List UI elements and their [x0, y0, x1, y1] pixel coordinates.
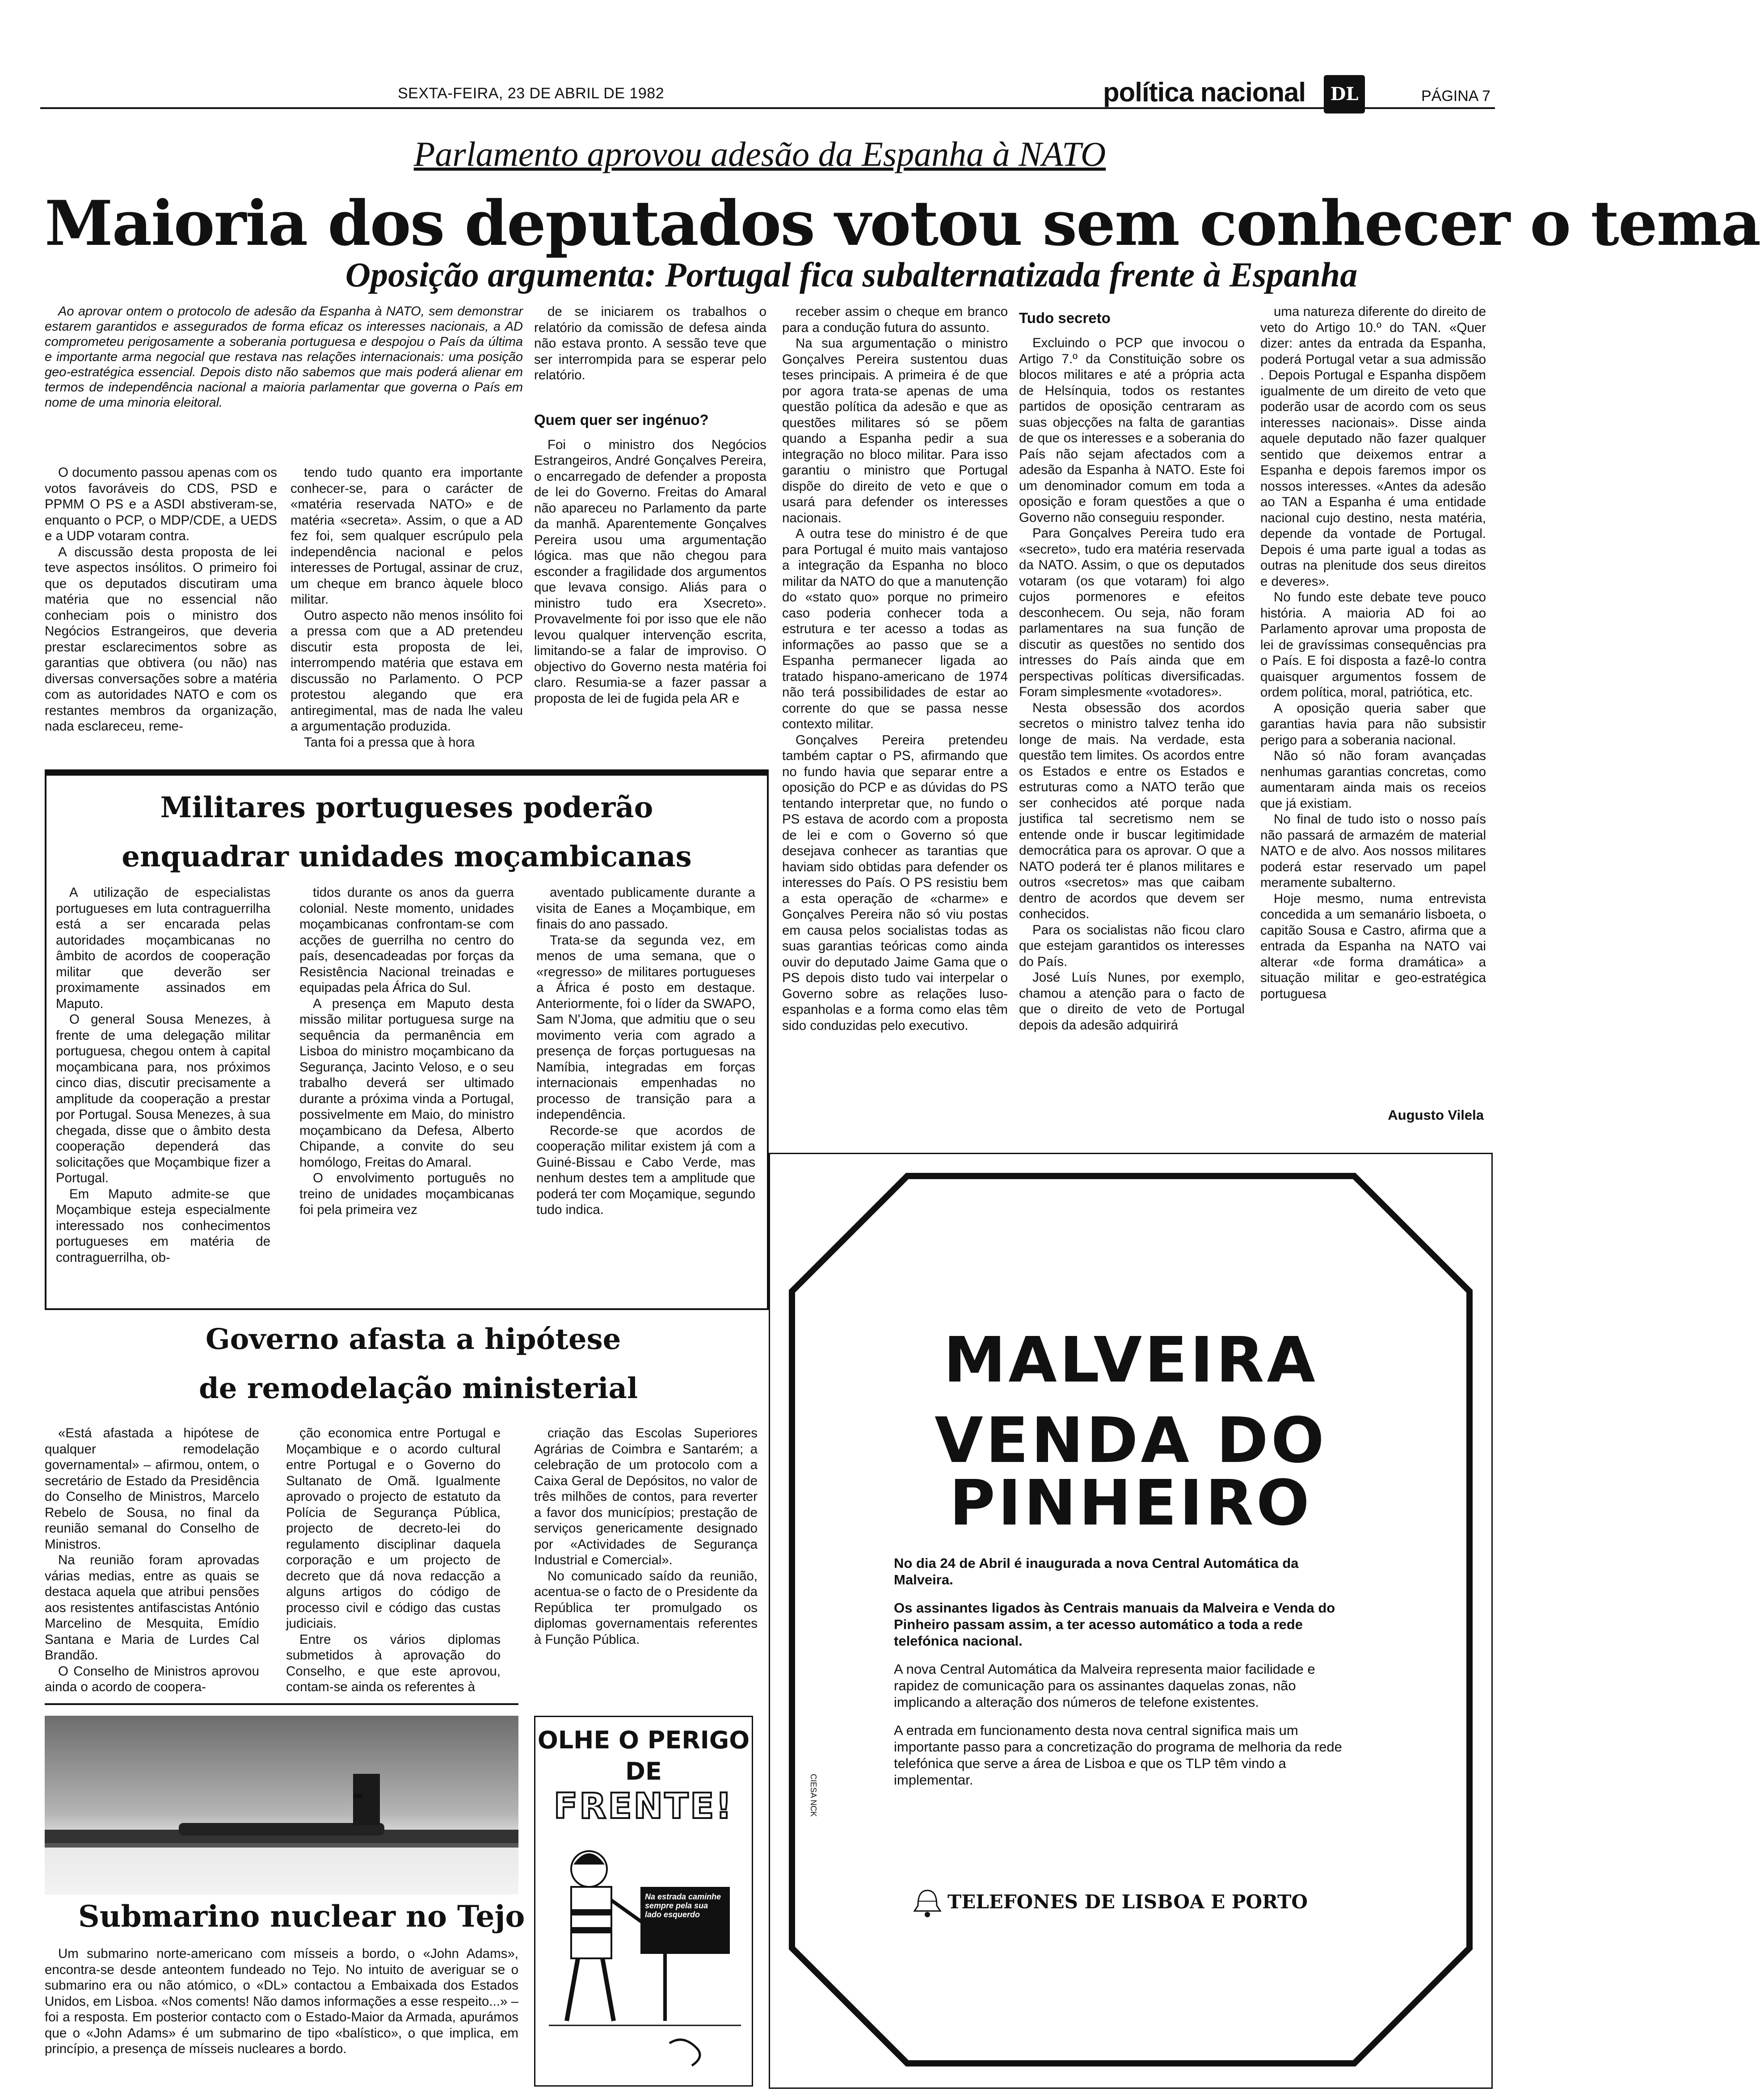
dl-logo-text: DL [1330, 84, 1359, 105]
main-col-4 [782, 304, 1008, 1121]
paragraph: Em Maputo admite-se que Moçambique esteja especialmente interessado nos conhecimentos portugueses em matéria de contraguerrilha, ob- [56, 1186, 270, 1265]
militares-col-1 [56, 885, 270, 1296]
page-number: PÁGINA 7 [1421, 88, 1491, 105]
subheading: Quem quer ser ingénuo? [534, 411, 709, 428]
paragraph: Outro aspecto não menos insólito foi a pressa com que a AD pretendeu discutir esta proposta de lei, interrompendo matéria que estava em discussão no Parlamento. O PCP protestou alegando que era antiregimental, mas de nada lhe valeu a argumentação produzida. [291, 608, 523, 734]
main-col-3 [534, 304, 766, 769]
main-headline: Maioria dos deputados votou sem conhecer o tema [45, 187, 1760, 260]
cartoon-title-1: OLHE O PERIGO [537, 1726, 750, 1754]
cartoon-sign-text: Na estrada caminhe sempre pela sua lado esquerdo [645, 1892, 721, 1919]
header-date: SEXTA-FEIRA, 23 DE ABRIL DE 1982 [398, 85, 665, 102]
governo-bottom-rule [45, 1703, 518, 1705]
cartoon-title-3: FRENTE! [554, 1786, 733, 1827]
submarine-photo [45, 1716, 518, 1894]
ad-title-2: VENDA DO [935, 1404, 1327, 1477]
main-lead [45, 304, 523, 460]
paragraph: receber assim o cheque em branco para a condução futura do assunto. [782, 304, 1008, 335]
kicker: Parlamento aprovou adesão da Espanha à NATO [413, 134, 1106, 173]
paragraph: A oposição queria saber que garantias havia para não subsistir perigo para a soberania nacional. [1260, 701, 1486, 748]
submarino-body [45, 1946, 518, 2093]
ad-paragraph-4: A entrada em funcionamento desta nova central significa mais um importante passo para a concretização do programa de melhoria da rede telefónica que serve a área de Lisboa e que os TLP têm vindo a implementar. [894, 1722, 1342, 1788]
paragraph: Trata-se da segunda vez, em menos de uma semana, que o «regresso» de militares portugueses a África é posto em destaque. Anteriormente, foi o líder da SWAPO, Sam N'Joma, que admitiu que o seu movimento veria com agrado a presença de forças portuguesas na Namíbia, integradas em forças internacionais empenhadas no processo de transição para a independência. [536, 932, 755, 1122]
paragraph: Recorde-se que acordos de cooperação militar existem já com a Guiné-Bissau e Cabo Verde, mas nenhum destes tem a amplitude que poderá ter com Moçamique, segundo tudo indica. [536, 1123, 755, 1217]
main-col-1 [45, 465, 277, 769]
paragraph: aventado publicamente durante a visita de Eanes a Moçambique, em finais do ano passado. [536, 885, 755, 932]
paragraph: «Está afastada a hipótese de qualquer remodelação governamental» – afirmou, ontem, o secretário de Estado da Presidência do Conselho de Ministros, Marcelo Rebelo de Sousa, no final da reunião semanal do Conselho de Ministros. [45, 1426, 259, 1552]
submarine-icon [45, 1716, 518, 1894]
governo-col-1 [45, 1425, 259, 1698]
main-col-6 [1260, 304, 1486, 1104]
paragraph: A discussão desta proposta de lei teve aspectos insólitos. O primeiro foi que os deputados discutiram uma matéria que no essencial não conheciam pois o ministro dos Negócios Estrangeiros, que deveria prestar esclarecimentos sobre as garantias que obtivera (ou não) nas diversas conversações sobre a matéria com as autoridades NATO e com os restantes membros da organização, nada esclareceu, reme- [45, 544, 277, 734]
paragraph: No final de tudo isto o nosso país não passará de armazém de material NATO e de alvo. Aos nossos militares poderá estar reservado um papel meramente subalterno. [1260, 812, 1486, 890]
paragraph: A presença em Maputo desta missão militar portuguesa surge na sequência da permanência em Lisboa do ministro moçambicano da Segurança, Jacinto Veloso, e o seu trabalho deverá ser ultimado durante a próxima vinda a Portugal, possivelmente em Maio, do ministro moçambicano da Defesa, Alberto Chipande, a convite do seu homólogo, Freitas do Amaral. [299, 996, 514, 1170]
paragraph: O general Sousa Menezes, à frente de uma delegação militar portuguesa, chegou ontem à capital moçambicana para, nos próximos cinco dias, discutir precisamente a amplitude da cooperação a prestar por Portugal. Sousa Menezes, à sua chegada, disse que o âmbito desta cooperação dependerá das solicitações que Moçambique fizer a Portugal. [56, 1012, 270, 1185]
ad-title-3: PINHEIRO [949, 1467, 1312, 1540]
pedestrian-cartoon-icon [535, 1833, 752, 2083]
paragraph: Tanta foi a pressa que à hora [304, 735, 475, 750]
ad-bell-icon [912, 1888, 943, 1921]
paragraph: Nesta obsessão dos acordos secretos o ministro talvez tenha ido longe de mais. Na verdade, esta questão tem limites. Os acordos entre os Estados e entre os Estados e estruturas como a NATO terão que ser conhecidos até porque nada justifica tal secretismo nem se entende onde ir buscar legitimidade democrática para os aprovar. O que a NATO poderá ter é planos militares e outros «secretos» mas que caibam dentro de acordos que devem ser conhecidos. [1019, 700, 1245, 921]
paragraph: criação das Escolas Superiores Agrárias de Coimbra e Santarém; a celebração de um protocolo com a Caixa Geral de Depósitos, no valor de três milhões de contos, para reverter a favor dos municípios; prestação de serviços genericamente designado por «Actividades de Segurança Industrial e Comercial». [534, 1426, 758, 1567]
paragraph: Na sua argumentação o ministro Gonçalves Pereira sustentou duas teses principais. A primeira é de que por agora trata-se apenas de uma questão política da adesão e que as questões militares só se põem quando a Espanha pedir a sua integração no bloco militar. Para isso garantiu o ministro que Portugal dispõe do direito de veto e que o usará para defender os interesses nacionais. [782, 336, 1008, 525]
byline: Augusto Vilela [1388, 1107, 1484, 1123]
militares-headline-1: Militares portugueses poderão [160, 791, 653, 824]
lead-paragraph: Ao aprovar ontem o protocolo de adesão da Espanha à NATO, sem demonstrar estarem garantidos e assegurados de forma eficaz os interesses nacionais, a AD comprometeu perigosamente a soberania portuguesa e despojou o País da última e importante arma negocial que restava nas relações internacionais: uma posição geo-estratégica essencial. Depois disto não sabemos que mais poderá alienar em termos de independência nacional a maioria parlamentar que governa o País em nome de uma minoria eleitoral. [45, 304, 523, 410]
paragraph: O envolvimento português no treino de unidades moçambicanas foi pela primeira vez [299, 1171, 514, 1217]
subheading: Tudo secreto [1019, 310, 1111, 326]
main-col-5 [1019, 308, 1245, 1121]
ad-body [894, 1555, 1354, 1788]
ad-paragraph-3: A nova Central Automática da Malveira representa maior facilidade e rapidez de comunicação para os assinantes daquelas zonas, não implicando a alteração dos números de telefone existentes. [894, 1661, 1315, 1710]
paragraph: No comunicado saído da reunião, acentua-se o facto de o Presidente da República ter promulgado os diplomas governamentais referentes à Função Pública. [534, 1568, 758, 1647]
paragraph: A outra tese do ministro é de que para Portugal é muito mais vantajoso a integração da Espanha no bloco militar da NATO do que a manutenção do «stato quo» porque no primeiro caso poderia conhecer toda a estrutura e ter acesso a todas as informações ao passo que se a Espanha permanecer ligada ao tratado hispano-americano de 1974 não terá possibilidades de estar ao corrente do que se passa nesse contexto militar. [782, 526, 1008, 731]
paragraph: tidos durante os anos da guerra colonial. Neste momento, unidades moçambicanas confrontam-se com acções de guerrilha no centro do país, desencadeadas por forças da Resistência Nacional treinadas e equipadas pela África do Sul. [299, 885, 514, 995]
paragraph: ção economica entre Portugal e Moçambique e o acordo cultural entre Portugal e o Governo do Sultanato de Omã. Igualmente aprovado o projecto de estatuto da Polícia de Segurança Pública, projecto de decreto-lei do regulamento disciplinar daquela corporação e um projecto de decreto que dá nova redacção a alguns artigos do código de processo civil e código das custas judiciais. [286, 1426, 501, 1631]
submarino-headline: Submarino nuclear no Tejo [78, 1899, 525, 1934]
ad-paragraph-2: Os assinantes ligados às Centrais manuais da Malveira e Venda do Pinheiro passam assim, a ter acesso automático a toda a rede telefónica nacional. [894, 1600, 1335, 1649]
militares-col-3 [536, 885, 755, 1296]
paragraph: José Luís Nunes, por exemplo, chamou a atenção para o facto de que o direito de veto de Portugal depois da adesão adquirirá [1019, 970, 1245, 1033]
ad-title-1: MALVEIRA [943, 1324, 1318, 1397]
paragraph: Entre os vários diplomas submetidos à aprovação do Conselho, e que este aprovou, contam-se ainda os referentes à [286, 1632, 501, 1694]
ad-paragraph-1: No dia 24 de Abril é inaugurada a nova Central Automática da Malveira. [894, 1555, 1299, 1588]
paragraph: uma natureza diferente do direito de veto do Artigo 10.º do TAN. «Quer dizer: antes da entrada da Espanha, poderá Portugal vetar a sua admissão . Depois Portugal e Espanha dispõem igualmente de um direito de veto que poderão usar de acordo com os seus interesses nacionais». Disse ainda aquele deputado não fazer qualquer sentido que deixemos entrar a Espanha e depois faremos impor os nossos interesses. «Antes da adesão ao TAN a Espanha é uma entidade nacional cujo destino, nesta matéria, depende da vontade de Portugal. Depois é uma parte igual a todas as outras na plenitude dos seus direitos e deveres». [1260, 304, 1486, 589]
paragraph: de se iniciarem os trabalhos o relatório da comissão de defesa ainda não estava pronto. A sessão teve que ser interrompida para se esperar pelo relatório. [534, 304, 766, 382]
paragraph: Excluindo o PCP que invocou o Artigo 7.º da Constituição sobre os blocos militares e até a própria acta de Helsínquia, todos os restantes partidos de oposição centraram as suas objecções na falta de garantias de que os interesses e a soberania do País não sejam afectados com a adesão da Espanha à NATO. Este foi um denominador comum em toda a oposição e foram questões a que o Governo não conseguiu responder. [1019, 336, 1245, 525]
ad-brand: TELEFONES DE LISBOA E PORTO [947, 1891, 1308, 1913]
paragraph: Gonçalves Pereira pretendeu também captar o PS, afirmando que no fundo havia que separar entre a oposição do PCP e as dúvidas do PS tentando interpretar que, no fundo o PS estava de acordo com a proposta de lei e com o Governo só que desejava conhecer as tarantias que haviam sido obtidas para defender os interesses do País. O PS resistiu bem a esta operação de «charme» e Gonçalves Pereira não só viu postas em causa pelos socialistas todas as suas garantias teóricas como ainda ouvir do deputado Jaime Gama que o PS depois disto tudo vai interpelar o Governo sobre as relações luso-espanholas e a forma como elas têm sido conduzidas pelo executivo. [782, 732, 1008, 1033]
paragraph: Na reunião foram aprovadas várias medias, entre as quais se destaca aquela que atribui pensões aos resistentes antifascistas António Marcelino de Mesquita, Emídio Santana e Maria de Lurdes Cal Brandão. [45, 1553, 259, 1663]
main-col-2 [291, 465, 523, 769]
cartoon-title-2: DE [625, 1757, 662, 1785]
paragraph: Hoje mesmo, numa entrevista concedida a um semanário lisboeta, o capitão Sousa e Castro, afirma que a entrada da Espanha na NATO vai alterar «de forma dramática» a situação militar e geo-estratégica portuguesa [1260, 891, 1486, 1001]
governo-headline-1: Governo afasta a hipótese [206, 1323, 621, 1356]
ad-agency: CIESA NCK [809, 1774, 818, 1817]
governo-col-3 [534, 1425, 758, 1698]
militares-col-2 [299, 885, 514, 1296]
header-rule [40, 107, 1495, 109]
paragraph: No fundo este debate teve pouco história. A maioria AD foi ao Parlamento aprovar uma proposta de lei de gravíssimas consequências pra o País. E foi disposta a fazê-lo contra quaisquer argumentos fossem de ordem política, moral, patriótica, etc. [1260, 590, 1486, 700]
paragraph: O Conselho de Ministros aprovou ainda o acordo de coopera- [45, 1663, 259, 1694]
governo-headline-2: de remodelação ministerial [199, 1372, 638, 1405]
subhead: Oposição argumenta: Portugal fica subalternatizada frente à Espanha [345, 255, 1358, 294]
militares-headline-2: enquadrar unidades moçambicanas [122, 840, 692, 874]
section-title: política nacional [1103, 77, 1306, 107]
paragraph: tendo tudo quanto era importante conhecer-se, para o carácter de «matéria reservada NATO» e de matéria «secreta». Assim, o que a AD fez foi, sem qualquer escrúpulo pela independência nacional e pelos interesses de Portugal, assinar de cruz, um cheque em branco àquele bloco militar. [291, 465, 523, 607]
paragraph: O documento passou apenas com os votos favoráveis do CDS, PSD e PPMM O PS e a ASDI abstiveram-se, enquanto o PCP, o MDP/CDE, a UEDS e a UDP votaram contra. [45, 465, 277, 543]
paragraph: Para os socialistas não ficou claro que estejam garantidos os interesses do País. [1019, 922, 1245, 969]
governo-col-2 [286, 1425, 501, 1698]
paragraph: Não só não foram avançadas nenhumas garantias concretas, como aumentaram ainda mais os receios que já existiam. [1260, 748, 1486, 811]
paragraph: Um submarino norte-americano com mísseis a bordo, o «John Adams», encontra-se desde anteontem fundeado no Tejo. No intuito de averiguar se o submarino era ou não atómico, o «DL» contactou a Embaixada dos Estados Unidos, em Lisboa. «Nos coments! Não damos informações a esse respeito...» – foi a resposta. Em posterior contacto com o Estado-Maior da Armada, apurámos que o «John Adams» é um submarino de tipo «balístico», o que implica, em princípio, a presença de mísseis nucleares a bordo. [45, 1946, 518, 2056]
cartoon-box [534, 1716, 753, 2087]
paragraph: Foi o ministro dos Negócios Estrangeiros, André Gonçalves Pereira, o encarregado de defender a proposta de lei do Governo. Freitas do Amaral não apareceu no Parlamento da parte da manhã. Aparentemente Gonçalves Pereira usou uma argumentação lógica. mas que não chegou para esconder a fragilidade dos argumentos que levava consigo. Aliás para o ministro tudo era Xsecreto». Provavelmente foi por isso que ele não levou qualquer intervenção escrita, limitando-se a falar de improviso. O objectivo do Governo nesta matéria foi claro. Resumia-se a fazer passar a proposta de lei de fugida pela AR e [534, 437, 766, 706]
paragraph: A utilização de especialistas portugueses em luta contraguerrilha está a ser encarada pelas autoridades moçambicanas no âmbito de acordos de cooperação militar que deverão ser proximamente assinados em Maputo. [56, 885, 270, 1011]
paragraph: Para Gonçalves Pereira tudo era «secreto», tudo era matéria reservada da NATO. Assim, o que os deputados votaram (os que votaram) foi algo cujos pormenores e efeitos desconhecem. Ou seja, não foram parlamentares na sua função de discutir as questões no sentido dos intresses do País ainda que em perspectivas políticas diversificadas. Foram simplesmente «votadores». [1019, 526, 1245, 699]
